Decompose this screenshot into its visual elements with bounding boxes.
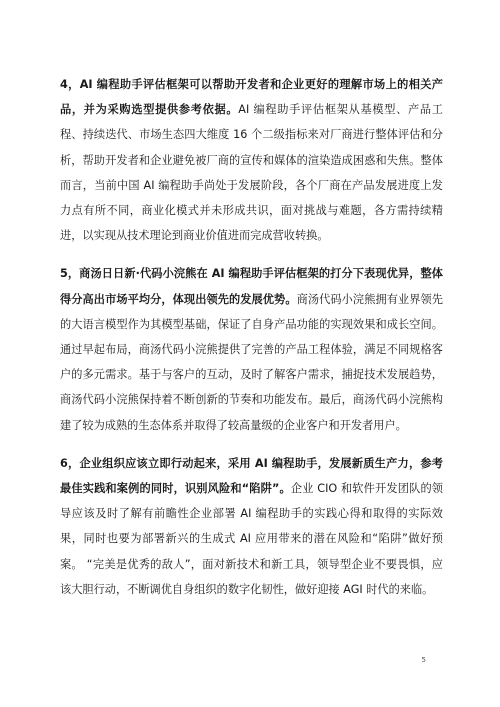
paragraph-4	[60, 72, 443, 248]
paragraph-5-body: 商汤代码小浣熊拥有业界领先的大语言模型作为其模型基础，保证了自身产品功能的实现效果和成长空间。通过早起布局，商汤代码小浣熊提供了完善的产品工程体验，满足不同规格客户的多元需求。基于与客户的互动，及时了解客户需求，捕捉技术发展趋势，商汤代码小浣熊保持着不断创新的节奏和功能发布。最后，商汤代码小浣熊构建了较为成熟的生态体系并取得了较高量级的企业客户和开发者用户。	[60, 292, 443, 432]
paragraph-6-body: 企业 CIO 和软件开发团队的领导应该及时了解有前瞻性企业部署 AI 编程助手的实践心得和取得的实际效果，同时也要为部署新兴的生成式 AI 应用带来的潜在风险和“陷阱”做好预案。 “完美是优秀的敌人”，面对新技术和新工具，领导型企业不要畏惧，应该大胆行动，不断调优自身组织的数字化韧性，做好迎接 AGI 时代的来临。	[60, 482, 443, 596]
document-body	[60, 72, 443, 602]
page-number: 5	[421, 656, 426, 664]
paragraph-4-lead: 4，AI 编程助手评估框架可以帮助开发者和企业更好的理解市场上的相关产品，并为采购选型提供参考依据。	[60, 78, 443, 117]
paragraph-5-lead: 5，商汤日日新·代码小浣熊在 AI 编程助手评估框架的打分下表现优异，整体得分高出市场平均分，体现出领先的发展优势。	[60, 267, 443, 306]
paragraph-5	[60, 261, 443, 437]
paragraph-4-body: AI 编程助手评估框架从基模型、产品工程、持续迭代、市场生态四大维度 16 个二级指标来对厂商进行整体评估和分析，帮助开发者和企业避免被厂商的宣传和媒体的渲染造成困惑和失焦。整体而言，当前中国 AI 编程助手尚处于发展阶段，各个厂商在产品发展进度上发力点有所不同，商业化模式并未形成共识，面对挑战与难题，各方需持续精进，以实现从技术理论到商业价值进而完成营收转换。	[60, 103, 443, 243]
paragraph-6-lead: 6，企业组织应该立即行动起来，采用 AI 编程助手，发展新质生产力，参考最佳实践和案例的同时，识别风险和“陷阱”。	[60, 456, 443, 496]
paragraph-6	[60, 451, 443, 602]
